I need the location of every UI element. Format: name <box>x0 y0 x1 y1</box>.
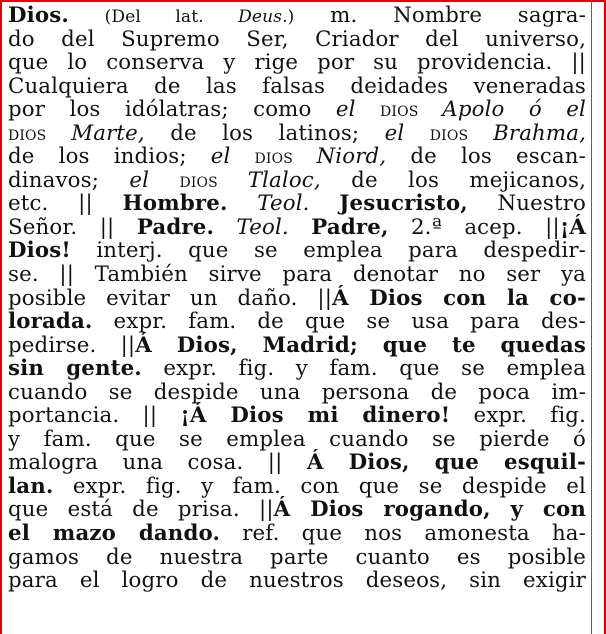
entry-text-segment: Padre, <box>311 214 389 240</box>
entry-line <box>8 4 586 28</box>
entry-text-segment: Marte, <box>71 120 145 146</box>
entry-line <box>8 98 586 122</box>
entry-text-segment: por los idólatras; como <box>8 97 336 123</box>
entry-text-segment: Á Dios rogando, y con <box>273 497 586 523</box>
entry-text-segment <box>310 191 340 216</box>
entry-line <box>8 428 586 452</box>
dictionary-entry-dios <box>8 4 586 593</box>
entry-line <box>8 334 586 358</box>
entry-text-segment: pedirse. || <box>8 332 136 358</box>
scan-edge-line <box>591 0 592 634</box>
entry-line <box>8 287 586 311</box>
entry-line <box>8 569 586 593</box>
entry-line <box>8 122 586 146</box>
entry-text-segment: expr. fig. <box>450 403 586 429</box>
entry-text-segment: ) <box>287 7 295 27</box>
entry-line <box>8 169 586 193</box>
entry-text-segment: el mazo dando. <box>8 521 221 547</box>
entry-line <box>8 381 586 405</box>
entry-line <box>8 145 586 169</box>
entry-line <box>8 310 586 334</box>
entry-text-segment: se. || También sirve para denotar no ser ya <box>8 262 586 288</box>
entry-text-segment <box>228 191 258 216</box>
entry-line <box>8 404 586 428</box>
entry-text-segment: el <box>335 97 381 123</box>
entry-line <box>8 239 586 263</box>
entry-text-segment: Teol. <box>257 191 310 217</box>
entry-text-segment: dinavos; <box>8 167 130 193</box>
entry-text-segment: Padre. <box>136 214 215 240</box>
entry-text-segment: dios <box>8 121 72 145</box>
entry-text-segment: Jesucristo, <box>339 191 468 217</box>
entry-text-segment: Á Dios, Madrid; que te quedas <box>135 332 586 358</box>
entry-text-segment: lorada. <box>8 309 93 335</box>
entry-text-segment: Teol. <box>236 214 289 240</box>
entry-text-segment: de los indios; <box>8 144 211 170</box>
entry-text-segment: de los escan- <box>386 144 586 170</box>
entry-text-segment: expr. fig. y fam. que se emplea <box>141 356 586 382</box>
entry-text-segment: dios <box>429 121 494 145</box>
entry-text-segment: ¡Á <box>559 214 587 240</box>
entry-line <box>8 475 586 499</box>
entry-text-segment: Señor. || <box>8 214 137 240</box>
entry-line <box>8 357 586 381</box>
entry-text-segment: gamos de nuestra parte cuanto es posible <box>8 544 586 570</box>
entry-text-segment: malogra una cosa. || <box>8 450 307 476</box>
entry-text-segment: Á Dios con la co- <box>332 285 587 311</box>
entry-text-segment: el <box>384 120 430 146</box>
entry-line <box>8 51 586 75</box>
entry-text-segment: interj. que se emplea para despedir- <box>70 238 586 264</box>
entry-text-segment: expr. fig. y fam. con que se despide el <box>53 473 586 499</box>
entry-text-segment: ref. que nos amonesta ha- <box>220 521 586 547</box>
entry-text-segment: Hombre. <box>122 191 228 217</box>
entry-line <box>8 451 586 475</box>
entry-text-segment: Dios. <box>8 3 69 28</box>
entry-text-segment: para el logro de nuestros deseos, sin exigir <box>8 568 586 594</box>
entry-text-segment: do del Supremo Ser, Criador del universo, <box>8 26 586 52</box>
entry-line <box>8 75 586 99</box>
entry-line <box>8 28 586 52</box>
entry-line <box>8 216 586 240</box>
entry-line <box>8 546 586 570</box>
entry-text-segment: expr. fam. de que se usa para des- <box>92 309 586 335</box>
entry-text-segment: Cualquiera de las falsas deidades veneradas <box>8 73 586 99</box>
entry-text-segment: el <box>129 167 180 193</box>
entry-text-segment: ¡Á Dios mi dinero! <box>180 403 451 429</box>
entry-text-segment: Brahma, <box>493 120 587 146</box>
entry-text-segment: posible evitar un daño. || <box>8 285 333 311</box>
entry-text-segment: dios <box>254 145 317 169</box>
entry-text-segment <box>69 3 105 28</box>
entry-text-segment: ó el <box>528 97 587 123</box>
entry-line <box>8 192 586 216</box>
entry-text-segment: Niord, <box>316 144 387 170</box>
entry-text-segment: cuando se despide una persona de poca im- <box>8 379 586 405</box>
entry-line <box>8 522 586 546</box>
entry-text-segment: etc. || <box>8 191 123 217</box>
entry-text-segment: que está de prisa. || <box>8 497 274 523</box>
entry-text-segment: Tlaloc, <box>247 167 321 193</box>
entry-text-segment: Apolo <box>442 97 529 123</box>
entry-text-segment: de los mejicanos, <box>320 167 586 193</box>
entry-text-segment: (Del lat. <box>104 7 239 27</box>
entry-text-segment: Deus. <box>238 7 288 27</box>
entry-text-segment: dios <box>179 168 248 192</box>
entry-text-segment: sin gente. <box>8 356 142 382</box>
entry-text-segment: y fam. que se emplea cuando se pierde ó <box>8 426 586 452</box>
entry-text-segment: portancia. || <box>8 403 181 429</box>
entry-text-segment <box>214 215 236 240</box>
entry-text-segment: el <box>210 144 255 170</box>
entry-text-segment: que lo conserva y rige por su providencia. || <box>8 50 586 76</box>
entry-text-segment: 2.ª acep. || <box>388 214 560 240</box>
entry-text-segment: dios <box>380 98 443 122</box>
entry-line <box>8 263 586 287</box>
entry-text-segment: de los latinos; <box>144 120 385 146</box>
entry-text-segment: lan. <box>8 473 54 499</box>
entry-text-segment <box>289 215 311 240</box>
entry-line <box>8 498 586 522</box>
entry-text-segment: Dios! <box>8 238 71 264</box>
entry-text-segment: Nuestro <box>467 191 586 217</box>
entry-text-segment: m. Nombre sagra- <box>294 3 586 28</box>
entry-text-segment: Á Dios, que esquil- <box>306 450 586 476</box>
